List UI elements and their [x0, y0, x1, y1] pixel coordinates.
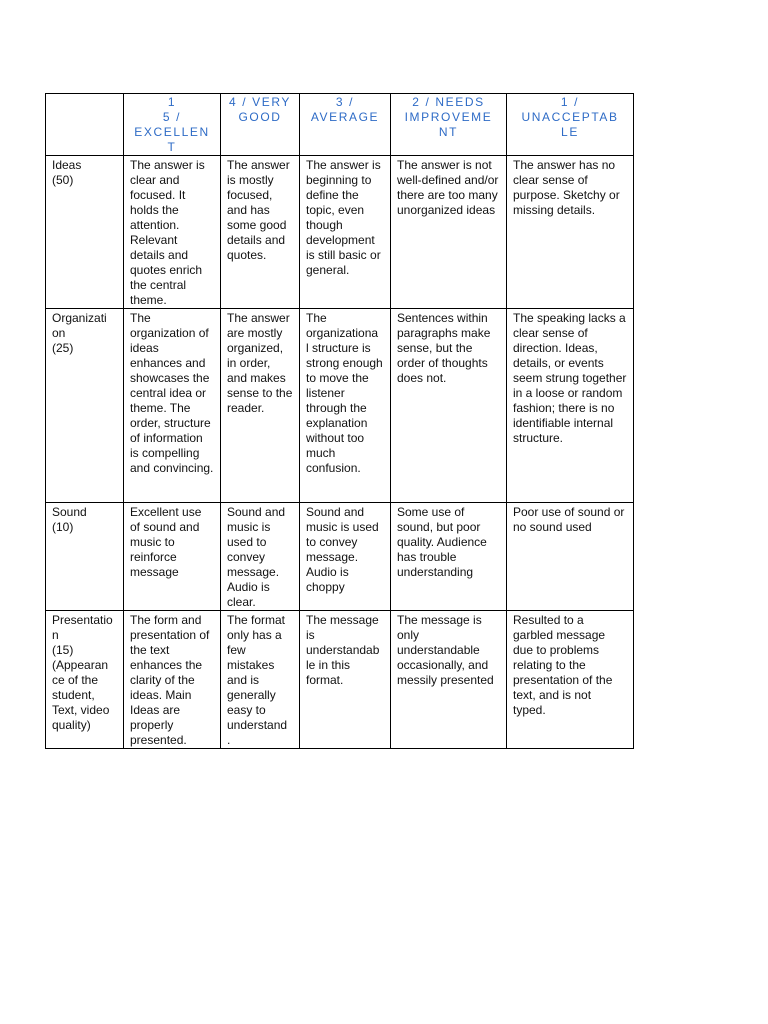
criterion-sound: Sound (10): [46, 503, 124, 611]
table-cell: The organizationa l structure is strong enough to move the listener through the explanation without too much confusion.: [300, 309, 391, 503]
table-cell: Some use of sound, but poor quality. Audience has trouble understanding: [391, 503, 507, 611]
criterion-ideas: Ideas (50): [46, 156, 124, 309]
criterion-organization: Organizati on (25): [46, 309, 124, 503]
table-row: [46, 503, 634, 611]
header-very-good: 4 / VERY GOOD: [221, 94, 300, 156]
table-cell: Sound and music is used to convey message. Audio is choppy: [300, 503, 391, 611]
corner-cell: [46, 94, 124, 156]
header-unacceptable: 1 / UNACCEPTAB LE: [507, 94, 634, 156]
rubric-table: [45, 93, 634, 749]
table-cell: The answer has no clear sense of purpose. Sketchy or missing details.: [507, 156, 634, 309]
table-cell: Excellent use of sound and music to reinforce message: [124, 503, 221, 611]
table-cell: The answer is clear and focused. It holds the attention. Relevant details and quotes enrich the central theme.: [124, 156, 221, 309]
table-cell: The speaking lacks a clear sense of direction. Ideas, details, or events seem strung together in a loose or random fashion; there is no identifiable internal structure.: [507, 309, 634, 503]
header-row: [46, 94, 634, 156]
table-cell: The answer is mostly focused, and has some good details and quotes.: [221, 156, 300, 309]
table-cell: The answer is not well-defined and/or there are too many unorganized ideas: [391, 156, 507, 309]
table-cell: The format only has a few mistakes and is generally easy to understand .: [221, 611, 300, 749]
table-cell: The message is understandab le in this format.: [300, 611, 391, 749]
table-row: [46, 309, 634, 503]
table-cell: Sentences within paragraphs make sense, but the order of thoughts does not.: [391, 309, 507, 503]
table-cell: Poor use of sound or no sound used: [507, 503, 634, 611]
header-excellent: 1 5 / EXCELLEN T: [124, 94, 221, 156]
header-average: 3 / AVERAGE: [300, 94, 391, 156]
table-cell: Sound and music is used to convey message. Audio is clear.: [221, 503, 300, 611]
table-cell: The form and presentation of the text enhances the clarity of the ideas. Main Ideas are properly presented.: [124, 611, 221, 749]
table-cell: The message is only understandable occasionally, and messily presented: [391, 611, 507, 749]
table-row: [46, 156, 634, 309]
table-cell: The organization of ideas enhances and showcases the central idea or theme. The order, structure of information is compelling and convincing.: [124, 309, 221, 503]
table-cell: The answer is beginning to define the topic, even though development is still basic or general.: [300, 156, 391, 309]
criterion-presentation: Presentatio n (15) (Appearan ce of the student, Text, video quality): [46, 611, 124, 749]
table-row: [46, 611, 634, 749]
header-needs-improvement: 2 / NEEDS IMPROVEME NT: [391, 94, 507, 156]
table-cell: The answer are mostly organized, in order, and makes sense to the reader.: [221, 309, 300, 503]
table-cell: Resulted to a garbled message due to problems relating to the presentation of the text, and is not typed.: [507, 611, 634, 749]
